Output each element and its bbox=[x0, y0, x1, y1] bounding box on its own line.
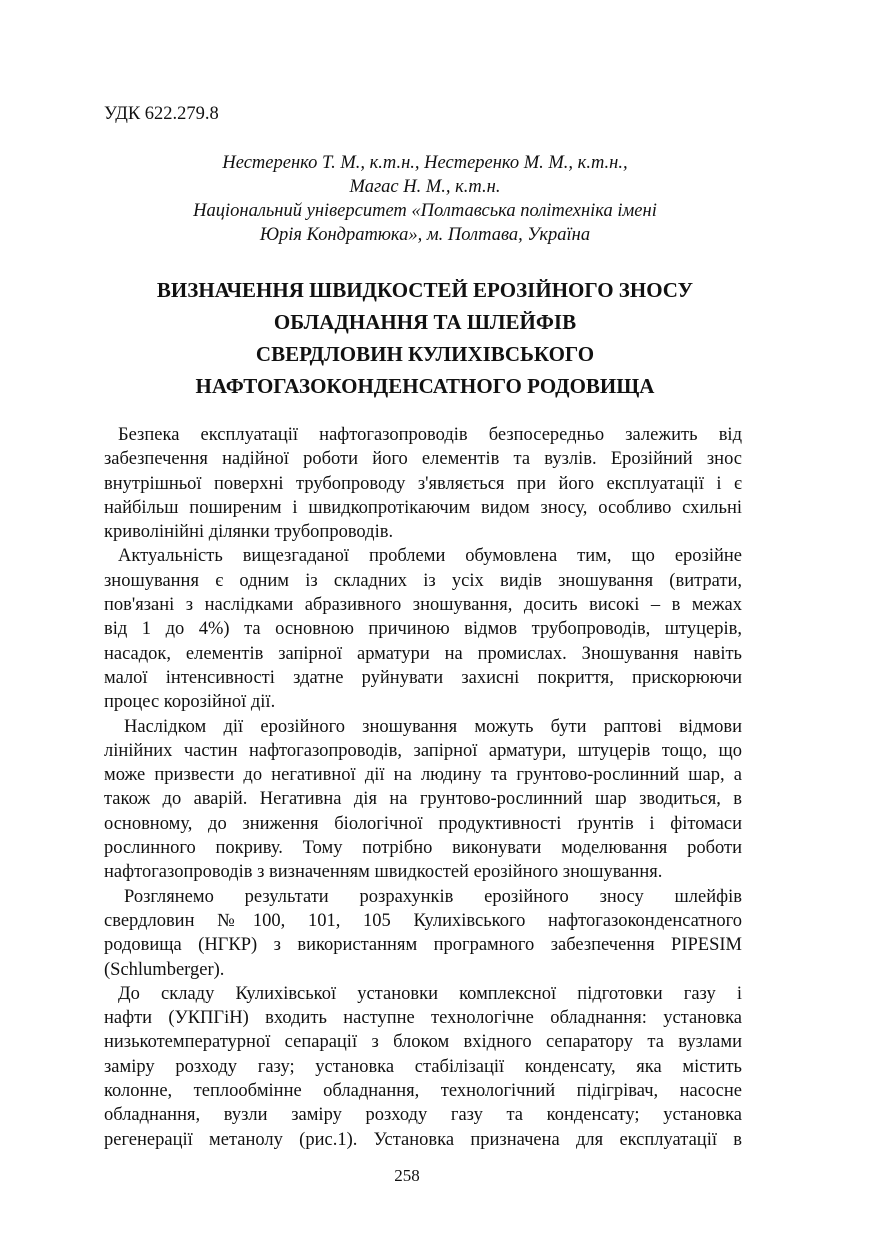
text-line: Розглянемо результати розрахунків ерозійного зносу шлейфів bbox=[124, 886, 742, 907]
paragraph bbox=[104, 982, 742, 1152]
page-number: 258 bbox=[394, 1166, 420, 1185]
text-line: внутрішньої поверхні трубопроводу з'являється при його експлуатації і є bbox=[104, 473, 742, 494]
text-line: криволінійні ділянки трубопроводів. bbox=[104, 522, 394, 543]
text-line: Безпека експлуатації нафтогазопроводів безпосередньо залежить від bbox=[118, 425, 742, 445]
text-line: від 1 до 4%) та основною причиною відмов трубопроводів, штуцерів, bbox=[104, 619, 742, 640]
affiliation-line: Юрія Кондратюка», м. Полтава, Україна bbox=[259, 225, 591, 245]
affiliation-line: Національний університет «Полтавська політехніка імені bbox=[193, 201, 657, 221]
text-line: нафтогазопроводів з визначенням швидкостей ерозійного зношування. bbox=[104, 862, 663, 883]
text-line: колонне, теплообмінне обладнання, технологічний підігрівач, насосне bbox=[104, 1081, 742, 1102]
paragraph bbox=[104, 885, 742, 982]
text-line: може призвести до негативної дії на людину та грунтово-рослинний шар, а bbox=[104, 765, 742, 786]
text-line: обладнання, вузли заміру розходу газу та конденсату; установка bbox=[104, 1105, 742, 1126]
title-line: НАФТОГАЗОКОНДЕНСАТНОГО РОДОВИЩА bbox=[195, 374, 655, 398]
paragraph bbox=[104, 544, 742, 714]
text-line: Наслідком дії ерозійного зношування можуть бути раптові відмови bbox=[124, 716, 742, 737]
text-line: найбільш поширеним і швидкопротікаючим видом зносу, особливо схильні bbox=[104, 497, 742, 518]
text-line: родовища (НГКР) з використанням програмного забезпечення PIPESIM bbox=[104, 935, 742, 956]
text-line: основному, до зниження біологічної продуктивності ґрунтів і фітомаси bbox=[104, 813, 742, 834]
text-line: нафти (УКПГіН) входить наступне технологічне обладнання: установка bbox=[104, 1008, 742, 1029]
text-line: насадок, елементів запірної арматури на промислах. Зношування навіть bbox=[104, 643, 742, 664]
title-line: ОБЛАДНАННЯ ТА ШЛЕЙФІВ bbox=[273, 310, 577, 334]
text-line: також до аварій. Негативна дія на грунтово-рослинний шар зводиться, в bbox=[104, 789, 742, 810]
text-line: пов'язані з наслідками абразивного зношування, досить високі – в межах bbox=[104, 595, 742, 616]
text-line: Актуальність вищезгаданої проблеми обумовлена тим, що ерозійне bbox=[118, 546, 742, 567]
text-line: До складу Кулихівської установки комплексної підготовки газу і bbox=[118, 983, 742, 1004]
author-block bbox=[104, 151, 746, 247]
text-line: рослинного покриву. Тому потрібно виконувати моделювання роботи bbox=[104, 838, 742, 859]
paragraph bbox=[104, 715, 742, 885]
text-line: процес корозійної дії. bbox=[104, 692, 276, 713]
text-line: заміру розходу газу; установка стабілізації конденсату, яка містить bbox=[104, 1056, 742, 1077]
authors-line: Магас Н. М., к.т.н. bbox=[349, 177, 501, 197]
text-line: регенерації метанолу (рис.1). Установка призначена для експлуатації в bbox=[104, 1129, 742, 1150]
text-line: зношування є одним із складних із усіх видів зношування (витрати, bbox=[104, 570, 742, 591]
authors-line: Нестеренко Т. М., к.т.н., Нестеренко М. М., к.т.н., bbox=[222, 153, 628, 173]
text-line: малої інтенсивності здатне руйнувати захисні покриття, прискорюючи bbox=[104, 667, 742, 688]
text-line: (Schlumberger). bbox=[104, 959, 225, 980]
text-line: свердловин №100, 101, 105 Кулихівського нафтогазоконденсатного bbox=[104, 910, 742, 931]
title-line: ВИЗНАЧЕННЯ ШВИДКОСТЕЙ ЕРОЗІЙНОГО ЗНОСУ bbox=[156, 278, 694, 302]
text-line: лінійних частин нафтогазопроводів, запірної арматури, штуцерів тощо, що bbox=[104, 740, 742, 761]
text-line: забезпечення надійної роботи його елементів та вузлів. Ерозійний знос bbox=[104, 449, 742, 470]
paragraph bbox=[104, 423, 742, 544]
text-line: низькотемпературної сепарації з блоком вхідного сепаратору та вузлами bbox=[104, 1032, 742, 1053]
paper-title bbox=[90, 274, 760, 402]
body-text bbox=[104, 423, 742, 1152]
udc-code: УДК 622.279.8 bbox=[104, 104, 219, 124]
title-line: СВЕРДЛОВИН КУЛИХІВСЬКОГО bbox=[255, 342, 595, 366]
